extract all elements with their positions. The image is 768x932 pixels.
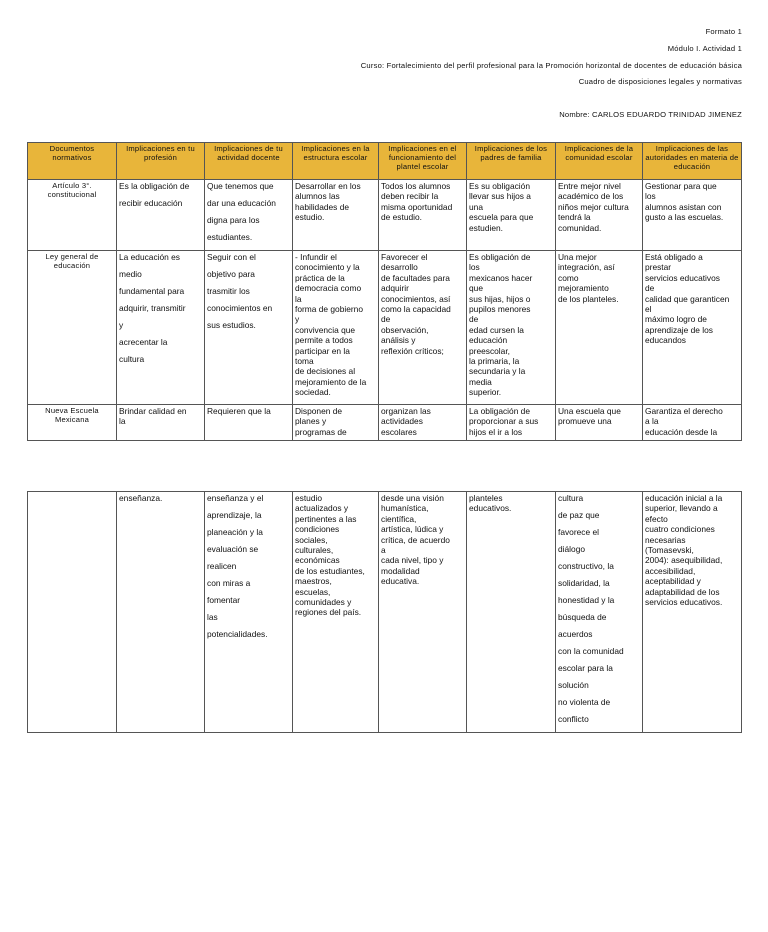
cell-text-line: cada nivel, tipo y <box>381 555 444 566</box>
cell-text-line: solidaridad, la <box>558 578 610 588</box>
cell-text-line: realicen <box>207 561 237 571</box>
cell-text-line: educación <box>53 261 91 270</box>
cell-implicaciones-autoridades <box>643 180 742 251</box>
cell-text-line: Es la obligación de <box>119 181 190 191</box>
cell-text-line: toma <box>295 356 314 367</box>
cell-text-line: evaluación se <box>207 544 259 554</box>
cell-text-line: como <box>558 272 579 283</box>
cell-documento-normativo <box>28 251 117 405</box>
cell-text-line: Está obligado a <box>645 252 703 262</box>
cell-text-line: - Infundir el <box>295 252 337 262</box>
cell-text-line: deben recibir la <box>381 191 439 202</box>
cell-text-line: La obligación de <box>469 406 531 416</box>
cell-text-line: Todos los alumnos <box>381 181 451 191</box>
cell-text-line: de facultades para <box>381 272 450 283</box>
cell-implicaciones-comunidad-escolar <box>556 180 643 251</box>
cell-text-line: constitucional <box>47 190 97 199</box>
cell-text-line: mejoramiento de la <box>295 376 367 387</box>
cell-text-line: educandos <box>645 335 686 346</box>
cell-implicaciones-autoridades <box>643 251 742 405</box>
cell-implicaciones-padres-familia <box>467 251 556 405</box>
cell-text-line: edad cursen la <box>469 324 524 335</box>
cell-text-line: de los estudiantes, <box>295 565 365 576</box>
cell-text-line: favorece el <box>558 527 599 537</box>
cell-text-line: solución <box>558 680 589 690</box>
column-header-implicaciones-comunidad-escolar: Implicaciones de la comunidad escolar <box>556 143 643 180</box>
cell-text-line: aceptabilidad y <box>645 576 701 587</box>
cell-text-line: económicas <box>295 555 340 566</box>
cell-text-line: Es obligación de <box>469 252 531 262</box>
cell-text-line: estudien. <box>469 222 503 233</box>
cell-documento-normativo <box>28 405 117 441</box>
cell-text-line: necesarias <box>645 534 686 545</box>
cell-text-line: diálogo <box>558 544 586 554</box>
cell-text-line: aprendizaje de los <box>645 324 713 335</box>
cell-text-line: permite a todos <box>295 335 353 346</box>
cell-text-line: observación, <box>381 324 429 335</box>
cell-implicaciones-padres-familia <box>467 405 556 441</box>
cell-text-line: conocimientos en <box>207 303 273 313</box>
cell-text-line: con miras a <box>207 578 251 588</box>
cell-text-line: escuela para que <box>469 212 534 223</box>
cell-implicaciones-estructura-escolar <box>293 251 379 405</box>
cell-implicaciones-funcionamiento-plantel <box>379 492 467 733</box>
cell-text-line: tendrá la <box>558 212 591 223</box>
cell-text-line: fomentar <box>207 595 241 605</box>
cell-text-line: práctica de la <box>295 272 345 283</box>
cell-text-line: académico de los <box>558 191 624 202</box>
cell-text-line: conocimientos, así <box>381 293 451 304</box>
cell-text-line: mexicanos hacer <box>469 272 533 283</box>
cell-text-line: dar una educación <box>207 198 276 208</box>
cell-text-line: proporcionar a sus <box>469 416 539 427</box>
cell-text-line: a la <box>645 416 659 427</box>
cell-text-line: con la comunidad <box>558 646 624 656</box>
cell-text-line: democracia como <box>295 283 362 294</box>
cell-text-line: prestar <box>645 262 672 273</box>
cell-text-line: La educación es <box>119 252 180 262</box>
cell-text-line: pertinentes a las <box>295 513 357 524</box>
cell-implicaciones-funcionamiento-plantel <box>379 180 467 251</box>
cell-text-line: trasmitir los <box>207 286 250 296</box>
cell-text-line: educación inicial a la <box>645 493 723 503</box>
cell-text-line: adaptabilidad de los <box>645 586 720 597</box>
cell-text-line: escuelas, <box>295 586 331 597</box>
cell-text-line: forma de gobierno <box>295 304 363 315</box>
column-header-implicaciones-estructura-escolar: Implicaciones en la estructura escolar <box>293 143 379 180</box>
cell-text-line: programas de <box>295 426 347 437</box>
cell-text-line: Favorecer el <box>381 252 428 262</box>
cell-text-line: sus estudios. <box>207 320 256 330</box>
cell-text-line: regiones del país. <box>295 607 362 618</box>
cell-implicaciones-profesion <box>117 405 205 441</box>
cell-text-line: de <box>469 314 479 325</box>
cell-text-line: una <box>469 201 483 212</box>
cell-implicaciones-padres-familia <box>467 180 556 251</box>
cell-text-line: y <box>295 314 300 325</box>
cell-text-line: adquirir, transmitir <box>119 303 186 313</box>
cell-text-line: honestidad y la <box>558 595 615 605</box>
cell-implicaciones-funcionamiento-plantel <box>379 251 467 405</box>
cell-text-line: cultura <box>119 354 145 364</box>
cell-implicaciones-padres-familia <box>467 492 556 733</box>
cell-text-line: los <box>645 191 656 202</box>
cell-text-line: aprendizaje, la <box>207 510 262 520</box>
cell-text-line: de <box>645 283 655 294</box>
cell-text-line: Es su obligación <box>469 181 530 191</box>
cell-text-line: sociedad. <box>295 387 331 398</box>
cell-text-line: media <box>469 376 492 387</box>
cell-text-line: maestros, <box>295 576 332 587</box>
cell-text-line: estudio. <box>295 212 325 223</box>
cell-text-line: culturales, <box>295 545 334 556</box>
cell-text-line: niños mejor cultura <box>558 201 629 212</box>
cell-text-line: misma oportunidad <box>381 201 453 212</box>
cell-text-line: planeación y la <box>207 527 263 537</box>
cell-text-line: servicios educativos <box>645 272 720 283</box>
cell-text-line: el <box>645 304 652 315</box>
cell-text-line: promueve una <box>558 416 612 427</box>
cell-text-line: de paz que <box>558 510 600 520</box>
cell-implicaciones-autoridades <box>643 405 742 441</box>
cell-text-line: acrecentar la <box>119 337 168 347</box>
cell-text-line: de <box>381 314 391 325</box>
cell-text-line: accesibilidad, <box>645 565 696 576</box>
cell-text-line: digna para los <box>207 215 260 225</box>
cell-text-line: conocimiento y la <box>295 262 360 273</box>
cell-text-line: de estudio. <box>381 212 422 223</box>
cell-text-line: educativa. <box>381 576 420 587</box>
cell-text-line: a <box>381 545 386 556</box>
cell-text-line: habilidades de <box>295 201 350 212</box>
cell-text-line: llevar sus hijos a <box>469 191 531 202</box>
cell-text-line: sus hijas, hijos o <box>469 293 531 304</box>
cell-text-line: Mexicana <box>54 415 90 424</box>
cell-text-line: enseñanza y el <box>207 493 264 503</box>
cell-text-line: cultura <box>558 493 584 503</box>
cell-implicaciones-actividad-docente <box>205 180 293 251</box>
column-header-documento-normativo: Documentos normativos <box>28 143 117 180</box>
cell-text-line: Una escuela que <box>558 406 621 416</box>
cell-text-line: calidad que garanticen <box>645 293 730 304</box>
column-header-implicaciones-actividad-docente: Implicaciones de tu actividad docente <box>205 143 293 180</box>
cell-documento-normativo <box>28 180 117 251</box>
module-label: Módulo I. Actividad 1 <box>667 44 742 53</box>
table-row <box>28 180 742 251</box>
normative-table-continued <box>27 491 742 733</box>
cell-text-line: acuerdos <box>558 629 593 639</box>
cell-text-line: pupilos menores <box>469 304 531 315</box>
cell-text-line: gusto a las escuelas. <box>645 212 724 223</box>
cell-text-line: artística, lúdica y <box>381 524 444 535</box>
cell-text-line: superior, llevando a <box>645 503 718 514</box>
cell-text-line: medio <box>119 269 142 279</box>
cell-text-line: organizan las <box>381 406 431 416</box>
cell-implicaciones-comunidad-escolar <box>556 492 643 733</box>
cell-text-line: científica, <box>381 513 417 524</box>
cell-text-line: objetivo para <box>207 269 255 279</box>
cell-text-line: sociales, <box>295 534 328 545</box>
cell-text-line: de los planteles. <box>558 293 619 304</box>
cell-text-line: enseñanza. <box>119 493 163 503</box>
course-label: Curso: Fortalecimiento del perfil profesional para la Promoción horizontal de docentes de educación básica <box>360 61 742 70</box>
cell-implicaciones-actividad-docente <box>205 405 293 441</box>
cell-text-line: Desarrollar en los <box>295 181 361 191</box>
cell-implicaciones-funcionamiento-plantel <box>379 405 467 441</box>
cell-text-line: condiciones <box>295 524 340 535</box>
cell-implicaciones-actividad-docente <box>205 251 293 405</box>
cell-text-line: búsqueda de <box>558 612 607 622</box>
cell-text-line: actualizados y <box>295 503 349 514</box>
cell-text-line: de decisiones al <box>295 366 356 377</box>
cell-text-line: Ley general de <box>45 252 99 261</box>
cell-text-line: recibir educación <box>119 198 183 208</box>
cell-text-line: hijos el ir a los <box>469 426 523 437</box>
cell-text-line: superior. <box>469 387 502 398</box>
column-header-implicaciones-padres-familia: Implicaciones de los padres de familia <box>467 143 556 180</box>
cell-text-line: comunidad. <box>558 222 602 233</box>
cell-text-line: y <box>119 320 124 330</box>
author-name: Nombre: CARLOS EDUARDO TRINIDAD JIMENEZ <box>559 110 742 119</box>
cell-text-line: convivencia que <box>295 324 356 335</box>
cell-text-line: educación desde la <box>645 426 718 437</box>
cell-text-line: la <box>119 416 126 427</box>
cell-documento-normativo <box>28 492 117 733</box>
cell-text-line: fundamental para <box>119 286 185 296</box>
cell-text-line: adquirir <box>381 283 409 294</box>
cell-text-line: (Tomasevski, <box>645 545 694 556</box>
column-header-implicaciones-funcionamiento-plantel: Implicaciones en el funcionamiento del plantel escolar <box>379 143 467 180</box>
cell-text-line: máximo logro de <box>645 314 707 325</box>
cell-text-line: Gestionar para que <box>645 181 717 191</box>
cell-text-line: actividades <box>381 416 423 427</box>
table-row <box>28 405 742 441</box>
cell-text-line: Nueva Escuela <box>45 406 99 415</box>
cell-implicaciones-estructura-escolar <box>293 492 379 733</box>
cell-text-line: preescolar, <box>469 345 510 356</box>
cell-text-line: los <box>469 262 480 273</box>
cell-text-line: servicios educativos. <box>645 597 723 608</box>
cell-text-line: secundaria y la <box>469 366 526 377</box>
table-row <box>28 492 742 733</box>
cell-text-line: desde una visión <box>381 493 444 503</box>
cell-implicaciones-profesion <box>117 492 205 733</box>
cell-text-line: análisis y <box>381 335 416 346</box>
cell-text-line: cuatro condiciones <box>645 524 715 535</box>
cell-text-line: Una mejor <box>558 252 597 262</box>
cell-text-line: escolares <box>381 426 417 437</box>
cell-text-line: crítica, de acuerdo <box>381 534 450 545</box>
table-row <box>28 251 742 405</box>
table-header-row <box>28 143 742 180</box>
cell-text-line: las <box>207 612 218 622</box>
cell-text-line: participar en la <box>295 345 350 356</box>
cell-text-line: potencialidades. <box>207 629 268 639</box>
cell-implicaciones-profesion <box>117 180 205 251</box>
cell-implicaciones-comunidad-escolar <box>556 251 643 405</box>
cell-text-line: mejoramiento <box>558 283 609 294</box>
cell-text-line: no violenta de <box>558 697 611 707</box>
cell-implicaciones-profesion <box>117 251 205 405</box>
cell-text-line: Disponen de <box>295 406 343 416</box>
cell-text-line: Que tenemos que <box>207 181 274 191</box>
cell-text-line: que <box>469 283 483 294</box>
column-header-implicaciones-profesion: Implicaciones en tu profesión <box>117 143 205 180</box>
cell-implicaciones-estructura-escolar <box>293 180 379 251</box>
cell-implicaciones-estructura-escolar <box>293 405 379 441</box>
cell-text-line: Garantiza el derecho <box>645 406 723 416</box>
cell-text-line: planteles <box>469 493 503 503</box>
cell-implicaciones-actividad-docente <box>205 492 293 733</box>
cell-text-line: estudio <box>295 493 323 503</box>
cell-text-line: estudiantes. <box>207 232 253 242</box>
column-header-implicaciones-autoridades: Implicaciones de las autoridades en materia de educación <box>643 143 742 180</box>
cell-text-line: comunidades y <box>295 597 352 608</box>
cell-implicaciones-comunidad-escolar <box>556 405 643 441</box>
cell-text-line: la <box>295 293 302 304</box>
cell-text-line: Requieren que la <box>207 406 271 416</box>
cell-text-line: como la capacidad <box>381 304 451 315</box>
cell-text-line: integración, así <box>558 262 615 273</box>
table-caption: Cuadro de disposiciones legales y normativas <box>578 77 742 86</box>
cell-text-line: reflexión críticos; <box>381 345 444 356</box>
format-label: Formato 1 <box>705 27 742 36</box>
cell-text-line: humanística, <box>381 503 429 514</box>
normative-table-top <box>27 142 742 441</box>
cell-text-line: educativos. <box>469 503 512 514</box>
cell-text-line: constructivo, la <box>558 561 614 571</box>
cell-implicaciones-autoridades <box>643 492 742 733</box>
cell-text-line: educación <box>469 335 508 346</box>
cell-text-line: conflicto <box>558 714 589 724</box>
cell-text-line: Brindar calidad en <box>119 406 187 416</box>
cell-text-line: modalidad <box>381 565 420 576</box>
cell-text-line: Entre mejor nivel <box>558 181 621 191</box>
cell-text-line: Artículo 3°. <box>52 181 92 190</box>
cell-text-line: planes y <box>295 416 327 427</box>
cell-text-line: desarrollo <box>381 262 418 273</box>
cell-text-line: efecto <box>645 513 668 524</box>
cell-text-line: Seguir con el <box>207 252 256 262</box>
cell-text-line: 2004): asequibilidad, <box>645 555 723 566</box>
cell-text-line: la primaria, la <box>469 356 520 367</box>
cell-text-line: escolar para la <box>558 663 613 673</box>
cell-text-line: alumnos asistan con <box>645 201 722 212</box>
cell-text-line: alumnos las <box>295 191 340 202</box>
